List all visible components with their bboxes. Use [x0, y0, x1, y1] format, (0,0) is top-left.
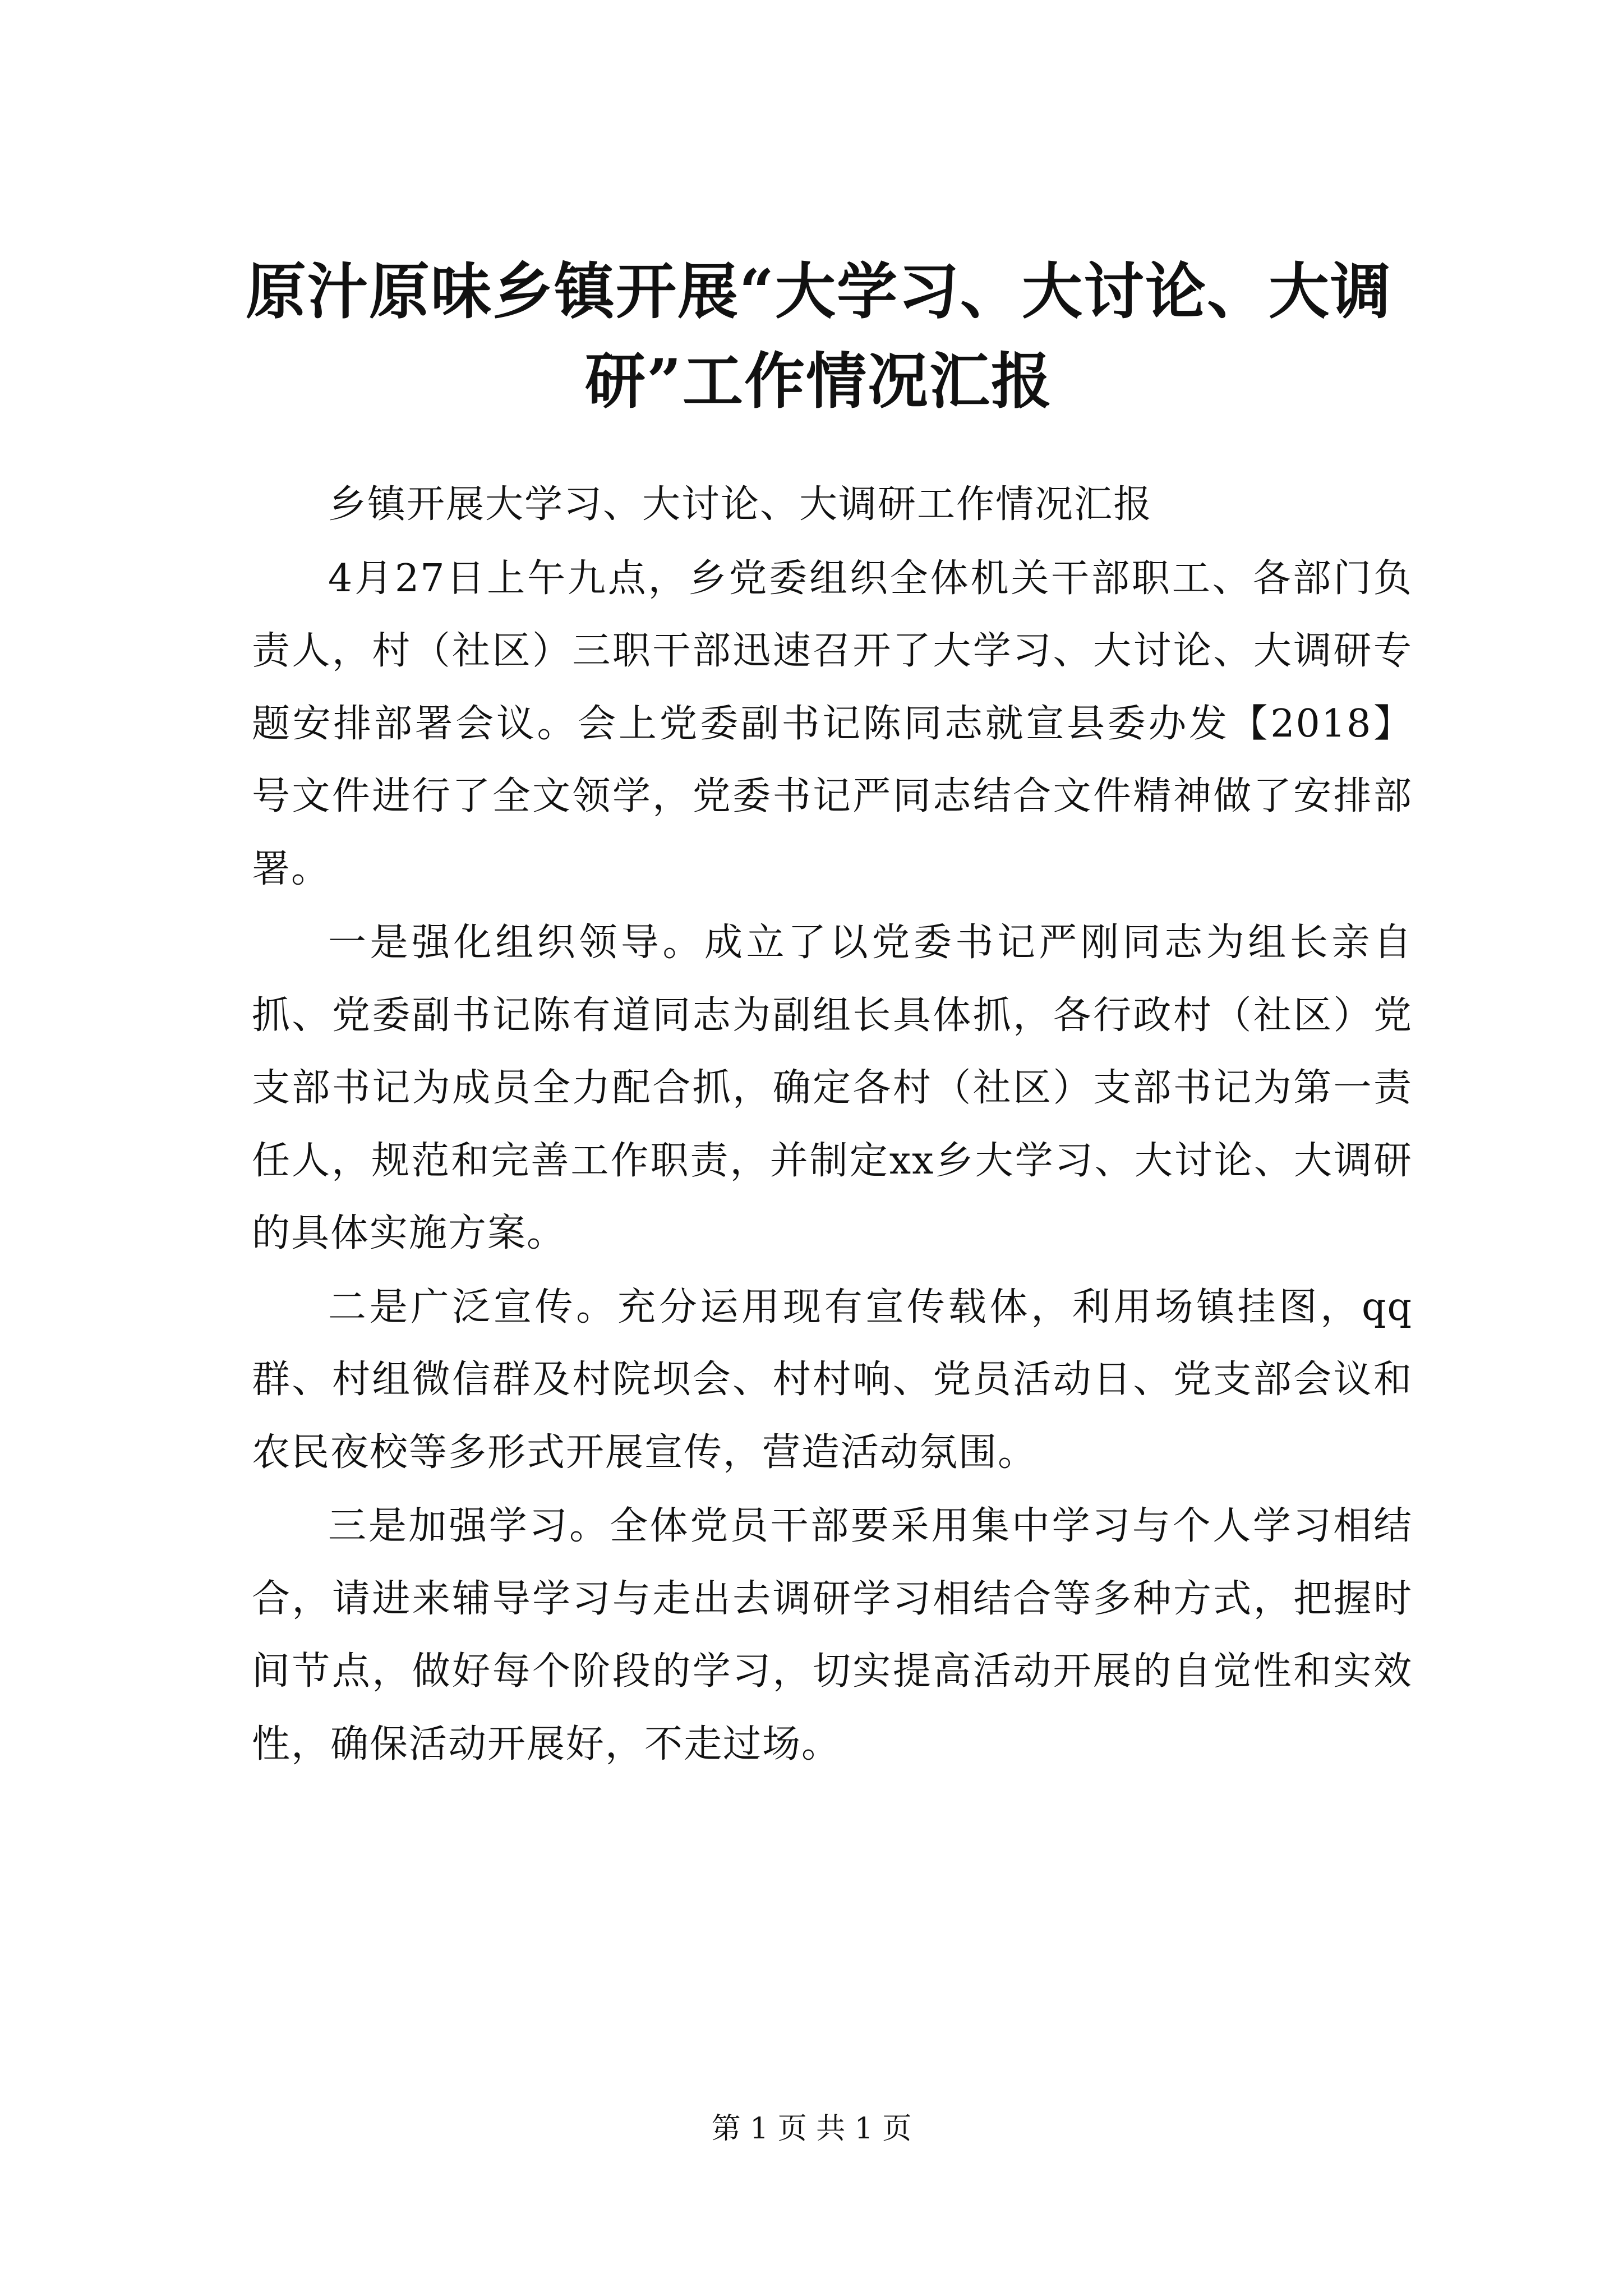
- paragraph-meeting: 4月27日上午九点，乡党委组织全体机关干部职工、各部门负责人，村（社区）三职干部迅速召开了大学习、大讨论、大调研专题安排部署会议。会上党委副书记陈同志就宣县委办发【2018】号文件进行了全文领学，党委书记严同志结合文件精神做了安排部署。: [252, 556, 1413, 891]
- paragraph-subtitle: 乡镇开展大学习、大讨论、大调研工作情况汇报: [328, 482, 1153, 527]
- paragraph-study: 三是加强学习。全体党员干部要采用集中学习与个人学习相结合，请进来辅导学习与走出去调研学习相结合等多种方式，把握时间节点，做好每个阶段的学习，切实提高活动开展的自觉性和实效性，确保活动开展好，不走过场。: [252, 1504, 1413, 1766]
- paragraph-publicity: 二是广泛宣传。充分运用现有宣传载体，利用场镇挂图，qq群、村组微信群及村院坝会、村村响、党员活动日、党支部会议和农民夜校等多形式开展宣传，营造活动氛围。: [252, 1285, 1413, 1475]
- document-body: [252, 468, 1413, 1782]
- document-title: 原汁原味乡镇开展“大学习、大讨论、大调研”工作情况汇报: [245, 256, 1393, 417]
- paragraph-organization: 一是强化组织领导。成立了以党委书记严刚同志为组长亲自抓、党委副书记陈有道同志为副组长具体抓，各行政村（社区）党支部书记为成员全力配合抓，确定各村（社区）支部书记为第一责任人，规范和完善工作职责，并制定xx乡大学习、大讨论、大调研的具体实施方案。: [252, 921, 1413, 1255]
- page-footer: 第 1 页 共 1 页: [711, 2112, 912, 2146]
